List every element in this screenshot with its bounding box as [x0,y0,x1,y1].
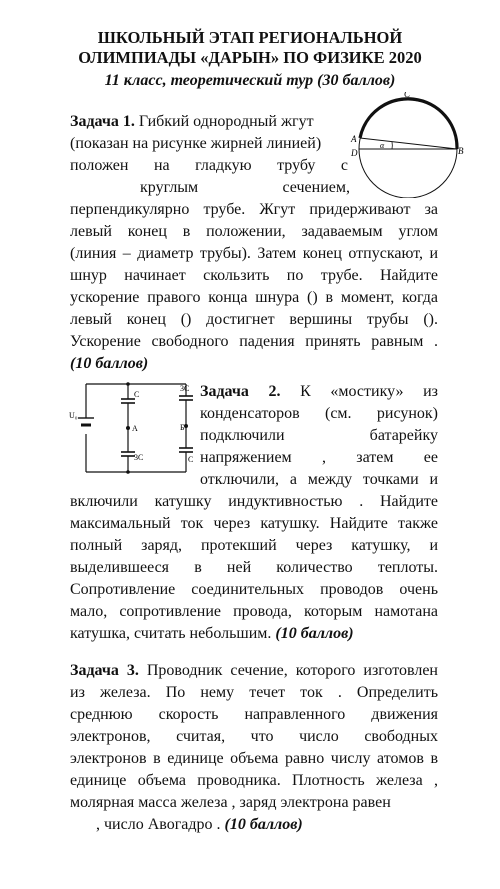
task1-line-7: (линия – диаметр трубы). Затем конец отпускают, и [70,245,438,262]
task1-line-10: левый конец () достигнет вершины трубы (). [70,311,438,328]
task1-line-1 [70,111,314,133]
cap-c-top-left-label: C [134,390,140,399]
task3-line-4: электронов, считая, что число свободных [70,728,438,745]
node-a-label: A [132,424,138,433]
task3-line-2: из железа. По нему течет ток . Определить [70,684,438,701]
task2-line-2: конденсаторов (см. рисунок) [200,405,438,422]
task2-line-12 [70,623,354,645]
point-a-label: A [351,134,357,144]
task2-line-4: напряжением , затем ее [200,449,438,466]
task3-line-7: молярная масса железа , заряд электрона равен [70,794,391,811]
task2-points: (10 баллов) [271,625,354,642]
task1-text-1: Гибкий однородный жгут [134,113,314,130]
header-line-1: ШКОЛЬНЫЙ ЭТАП РЕГИОНАЛЬНОЙ [97,28,403,47]
task1-line-3: положен на гладкую трубу с [70,157,348,174]
task2-line-7: максимальный ток через катушку. Найдите также [70,515,438,532]
task1-line-6: левый конец в положении, задаваемым углом [70,223,438,240]
task3-line-1 [70,660,438,682]
alpha-label: α [380,141,385,150]
cap-c-bottom-right-label: C [188,455,194,464]
point-d-label: D [351,148,358,158]
task3-line-8 [96,814,303,836]
header-subtitle: 11 класс, теоретический тур (30 баллов) [104,72,396,89]
task1-line-2: (показан на рисунке жирней линией) [70,135,322,152]
task1-line-9: ускорение правого конца шнура () в момент, когда [70,289,438,306]
task3-line-6: единице объема проводника. Плотность железа , [70,772,438,789]
task2-text-12: катушка, считать небольшим. [70,625,272,642]
node-b-label: Б [180,423,185,432]
task2-line-5: отключили, а между точками и [200,471,438,488]
task1-line-11: Ускорение свободного падения принять равным . [70,333,438,350]
task3-line-3: среднюю скорость направленного движения [70,706,438,723]
rope-arc [360,99,457,149]
task2-figure-bridge [68,378,198,478]
task2-line-8: полный заряд, протекший через катушку, и [70,537,438,554]
task3-text-1: Проводник сечение, которого изготовлен [138,662,438,679]
task2-line-6: включили катушку индуктивностью . Найдите [70,493,438,510]
task1-points: (10 баллов) [70,355,149,372]
task1-figure-circle [348,92,468,198]
task2-text-1: К «мостику» из [280,383,439,400]
task2-line-10: Сопротивление соединительных проводов очень [70,581,438,598]
task3-text-8: , число Авогадро . [96,816,221,833]
task3-label: Задача 3. [70,662,139,679]
cap-3c-bottom-left-label: 3C [134,453,144,462]
task2-line-3: подключили батарейку [200,427,438,444]
chord-line [360,138,457,149]
task2-line-9: выделившееся в ней количество теплоты. [70,559,438,576]
cap-3c-top-right-label: 3C [180,384,190,393]
task2-line-1 [200,381,438,403]
task2-line-11: мало, сопротивление провода, которым намотана [70,603,438,620]
task2-label: Задача 2. [200,383,281,400]
task3-line-5: электронов в единице объема равно числу атомов в [70,750,438,767]
header-line-2: ОЛИМПИАДЫ «ДАРЫН» ПО ФИЗИКЕ 2020 [78,48,422,67]
task1-line-4: круглым сечением, [140,179,350,196]
task1-line-8: шнур начинает скользить по трубе. Найдите [70,267,438,284]
point-b-label: B [458,146,464,156]
point-c-label: C [404,92,411,99]
task1-line-5: перпендикулярно трубе. Жгут придерживают за [70,201,438,218]
task1-label: Задача 1. [70,113,135,130]
battery-u0-label: U₀ [69,411,78,420]
task3-points: (10 баллов) [220,816,303,833]
